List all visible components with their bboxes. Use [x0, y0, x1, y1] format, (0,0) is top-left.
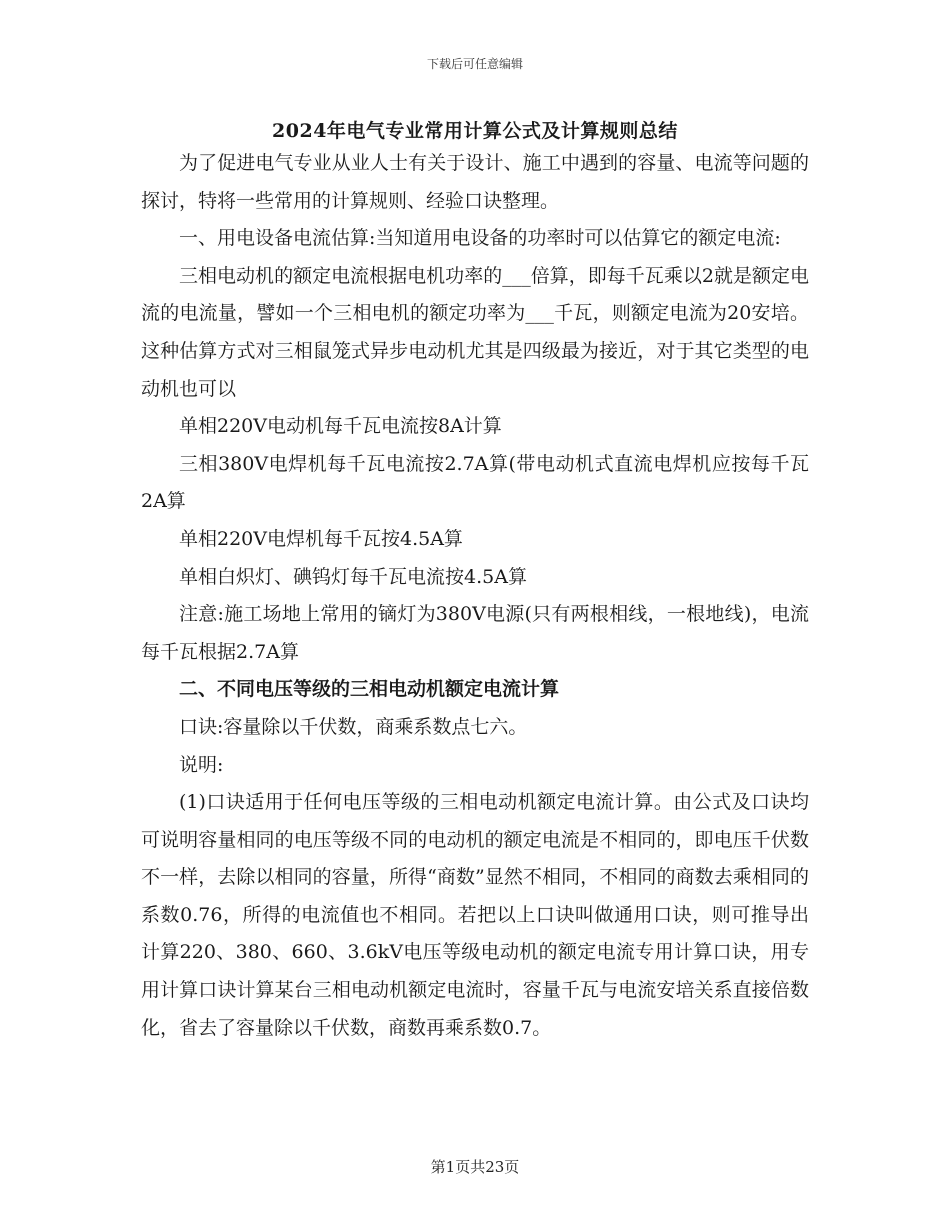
paragraph-single-phase-motor: 单相220V电动机每千瓦电流按8A计算 — [179, 415, 502, 438]
section-2-heading: 二、不同电压等级的三相电动机额定电流计算 — [179, 678, 560, 701]
paragraph-intro: 为了促进电气专业从业人士有关于设计、施工中遇到的容量、电流等问题的探讨，特将一些常用的计算规则、经验口诀整理。 — [141, 152, 809, 212]
paragraph-three-phase-motor: 三相电动机的额定电流根据电机功率的___倍算，即每千瓦乘以2就是额定电流的电流量，譬如一个三相电机的额定功率为___千瓦，则额定电流为20安培。这种估算方式对三相鼠笼式异步电动机尤其是四级最为接近，对于其它类型的电动机也可以 — [141, 264, 809, 400]
page-header: 下载后可任意编辑 — [426, 57, 523, 71]
paragraph-lamps: 单相白炽灯、碘钨灯每千瓦电流按4.5A算 — [179, 565, 527, 588]
paragraph-explanation-1: (1)口诀适用于任何电压等级的三相电动机额定电流计算。由公式及口诀均可说明容量相同的电压等级不同的电动机的额定电流是不相同的，即电压千伏数不一样，去除以相同的容量，所得“商数”显然不相同，不相同的商数去乘相同的系数0.76，所得的电流值也不相同。若把以上口诀叫做通用口诀，则可推导出计算220、380、660、3.6kV电压等级电动机的额定电流专用计算口诀，用专用计算口诀计算某台三相电动机额定电流时，容量千瓦与电流安培关系直接倍数化，省去了容量除以千伏数，商数再乘系数0.7。 — [141, 791, 809, 1039]
paragraph-single-phase-welder: 单相220V电焊机每千瓦按4.5A算 — [179, 527, 463, 550]
paragraph-explanation-label: 说明: — [179, 753, 224, 776]
paragraph-note: 注意:施工场地上常用的镝灯为380V电源(只有两根相线，一根地线)，电流每千瓦根据2.7A算 — [141, 603, 809, 663]
paragraph-three-phase-welder: 三相380V电焊机每千瓦电流按2.7A算(带电动机式直流电焊机应按每千瓦2A算 — [141, 452, 809, 513]
document-title: 2024年电气专业常用计算公式及计算规则总结 — [272, 120, 678, 142]
document-body — [141, 145, 809, 1047]
page-number: 第1页共23页 — [430, 1158, 520, 1176]
paragraph-formula: 口诀:容量除以千伏数，商乘系数点七六。 — [179, 715, 528, 738]
paragraph-section-1-heading: 一、用电设备电流估算:当知道用电设备的功率时可以估算它的额定电流: — [179, 227, 781, 250]
